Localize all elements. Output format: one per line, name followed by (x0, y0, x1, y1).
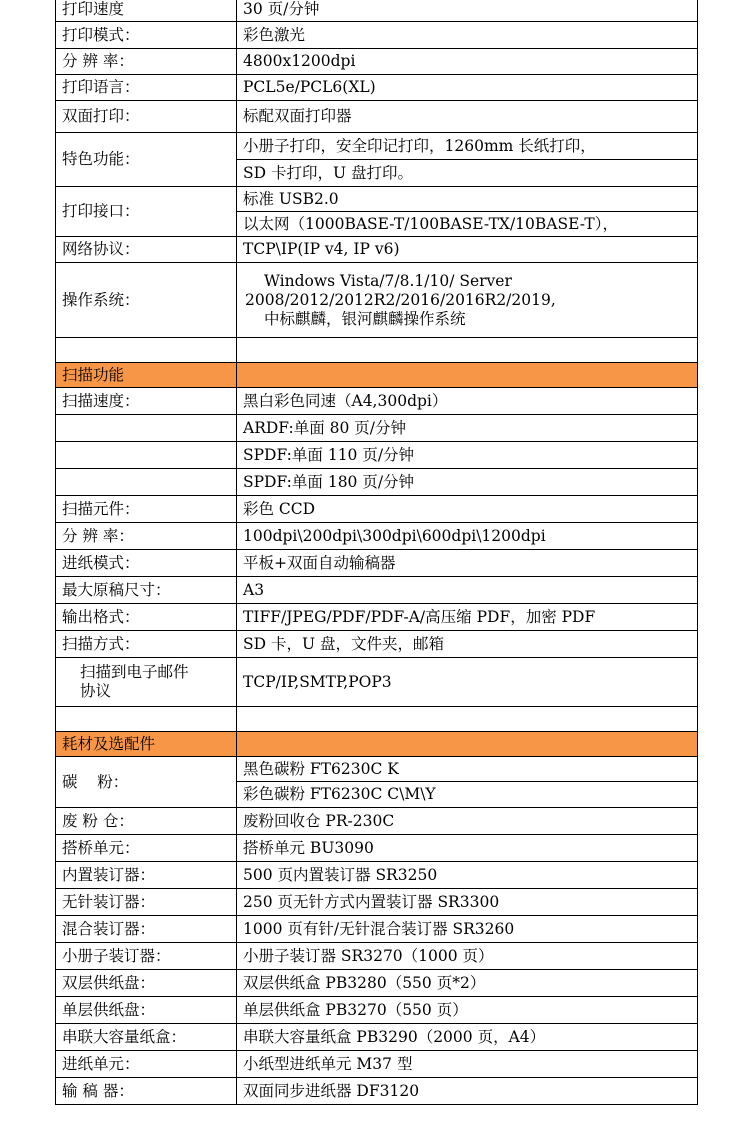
os-line: Windows Vista/7/8.1/10/ Server (264, 271, 512, 290)
table-row (56, 916, 698, 943)
row-value: SPDF:单面 110 页/分钟 (237, 442, 698, 469)
row-label: 双面打印： (56, 101, 237, 133)
os-line: 中标麒麟，银河麒麟操作系统 (264, 309, 466, 328)
row-label: 打印接口： (56, 187, 237, 237)
row-value: 双层供纸盒 PB3280（550 页*2） (237, 970, 698, 997)
table-row (56, 658, 698, 707)
row-label: 分 辨 率： (56, 49, 237, 75)
row-label: 进纸模式： (56, 550, 237, 577)
row-label: 串联大容量纸盒： (56, 1024, 237, 1051)
row-label: 内置装订器： (56, 862, 237, 889)
row-label: 网络协议： (56, 237, 237, 263)
table-row (56, 757, 698, 782)
row-value: 单层供纸盒 PB3270（550 页） (237, 997, 698, 1024)
row-value (237, 263, 698, 338)
row-value: ARDF:单面 80 页/分钟 (237, 415, 698, 442)
row-label (56, 658, 237, 707)
table-row (56, 631, 698, 658)
table-row (56, 237, 698, 263)
row-value: 小册子装订器 SR3270（1000 页） (237, 943, 698, 970)
section-header-scan (56, 363, 698, 388)
table-row (56, 1078, 698, 1105)
table-row (56, 442, 698, 469)
table-row (56, 523, 698, 550)
row-label: 单层供纸盘： (56, 997, 237, 1024)
row-label: 最大原稿尺寸： (56, 577, 237, 604)
table-row (56, 263, 698, 338)
row-value: SD 卡，U 盘，文件夹，邮箱 (237, 631, 698, 658)
row-value: 串联大容量纸盒 PB3290（2000 页，A4） (237, 1024, 698, 1051)
row-value: 彩色碳粉 FT6230C C\M\Y (237, 782, 698, 808)
table-row (56, 1024, 698, 1051)
row-value: 以太网（1000BASE-T/100BASE-TX/10BASE-T）， (237, 212, 698, 237)
section-title: 耗材及选配件 (56, 732, 237, 757)
row-label: 碳 粉： (56, 757, 237, 808)
table-row (56, 943, 698, 970)
spacer-row (56, 707, 698, 732)
row-value: 4800x1200dpi (237, 49, 698, 75)
row-label: 扫描元件： (56, 496, 237, 523)
spec-table (55, 0, 698, 1105)
table-row (56, 997, 698, 1024)
row-value: 黑白彩色同速（A4,300dpi） (237, 388, 698, 415)
row-label: 混合装订器： (56, 916, 237, 943)
row-value: SPDF:单面 180 页/分钟 (237, 469, 698, 496)
row-label: 扫描方式： (56, 631, 237, 658)
table-row (56, 889, 698, 916)
row-label: 输 稿 器： (56, 1078, 237, 1105)
table-row (56, 415, 698, 442)
row-value: 小纸型进纸单元 M37 型 (237, 1051, 698, 1078)
row-label: 操作系统： (56, 263, 237, 338)
row-label: 输出格式： (56, 604, 237, 631)
table-row (56, 496, 698, 523)
section-title: 扫描功能 (56, 363, 237, 388)
row-value: 黑色碳粉 FT6230C K (237, 757, 698, 782)
row-value: 30 页/分钟 (237, 0, 698, 22)
table-row (56, 187, 698, 212)
row-value: PCL5e/PCL6(XL) (237, 75, 698, 101)
table-row (56, 22, 698, 49)
email-label-line: 协议 (80, 682, 112, 700)
table-row (56, 0, 698, 22)
os-line: 2008/2012/2012R2/2016/2016R2/2019, (245, 290, 556, 309)
row-value: 1000 页有针/无针混合装订器 SR3260 (237, 916, 698, 943)
row-value: 标配双面打印器 (237, 101, 698, 133)
row-value: 100dpi\200dpi\300dpi\600dpi\1200dpi (237, 523, 698, 550)
row-value: 500 页内置装订器 SR3250 (237, 862, 698, 889)
row-value: TCP\IP(IP v4, IP v6) (237, 237, 698, 263)
row-value: TCP/IP,SMTP,POP3 (237, 658, 698, 707)
table-row (56, 550, 698, 577)
table-row (56, 49, 698, 75)
email-label-line: 扫描到电子邮件 (80, 663, 189, 681)
row-value: 彩色激光 (237, 22, 698, 49)
table-row (56, 577, 698, 604)
row-value: A3 (237, 577, 698, 604)
row-label: 废 粉 仓： (56, 808, 237, 835)
row-value: 平板+双面自动输稿器 (237, 550, 698, 577)
row-label: 搭桥单元： (56, 835, 237, 862)
row-value: SD 卡打印，U 盘打印。 (237, 160, 698, 187)
table-row (56, 388, 698, 415)
section-header-consumables (56, 732, 698, 757)
table-row (56, 835, 698, 862)
table-row (56, 133, 698, 160)
row-label: 打印速度 (56, 0, 237, 22)
row-value: 废粉回收仓 PR-230C (237, 808, 698, 835)
row-value: TIFF/JPEG/PDF/PDF-A/高压缩 PDF，加密 PDF (237, 604, 698, 631)
row-value: 250 页无针方式内置装订器 SR3300 (237, 889, 698, 916)
table-row (56, 1051, 698, 1078)
table-row (56, 75, 698, 101)
row-value: 双面同步进纸器 DF3120 (237, 1078, 698, 1105)
row-label: 扫描速度： (56, 388, 237, 415)
table-row (56, 862, 698, 889)
row-label: 双层供纸盘： (56, 970, 237, 997)
row-label: 打印模式： (56, 22, 237, 49)
row-value: 彩色 CCD (237, 496, 698, 523)
row-label: 小册子装订器： (56, 943, 237, 970)
row-label: 分 辨 率： (56, 523, 237, 550)
row-label: 无针装订器： (56, 889, 237, 916)
table-row (56, 970, 698, 997)
row-value: 小册子打印，安全印记打印，1260mm 长纸打印， (237, 133, 698, 160)
spacer-row (56, 338, 698, 363)
row-value: 标准 USB2.0 (237, 187, 698, 212)
table-row (56, 469, 698, 496)
row-label: 打印语言： (56, 75, 237, 101)
row-label: 特色功能： (56, 133, 237, 187)
table-row (56, 604, 698, 631)
table-row (56, 101, 698, 133)
row-label: 进纸单元： (56, 1051, 237, 1078)
table-row (56, 808, 698, 835)
row-value: 搭桥单元 BU3090 (237, 835, 698, 862)
